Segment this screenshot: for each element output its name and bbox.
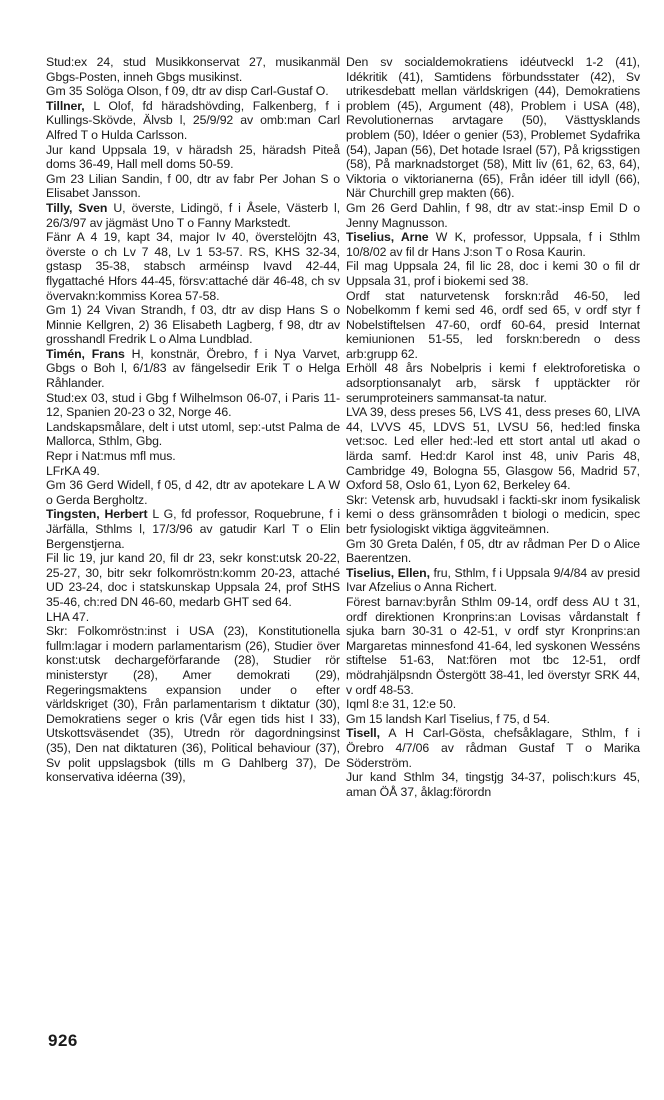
paragraph: Stud:ex 03, stud i Gbg f Wilhelmson 06-07, i Paris 11-12, Spanien 20-23 o 32, Norge 46. xyxy=(46,390,340,420)
biography-entry xyxy=(46,99,340,143)
entry-name: Timén, Frans xyxy=(46,346,125,361)
paragraph: Landskapsmålare, delt i utst utoml, sep:-utst Palma de Mallorca, Sthlm, Gbg. xyxy=(46,419,340,449)
entry-name: Tisell, xyxy=(346,726,380,741)
biography-entry xyxy=(46,347,340,391)
paragraph: Gm 36 Gerd Widell, f 05, d 42, dtr av apotekare L A W o Gerda Bergholtz. xyxy=(46,478,340,507)
page-number: 926 xyxy=(48,1031,78,1050)
entry-text: W K, professor, Uppsala, f i Sthlm 10/8/02 av fil dr Hans J:son T o Rosa Kaurin. xyxy=(346,230,640,259)
paragraph: Skr: Folkomröstn:inst i USA (23), Konstitutionella fullm:lagar i modern parlamentarism (26), Studier över konst:utsk dechargeförfarande (28), Studier rör ministerstyr (28), Amer demokrati (29), Regeringsmaktens expansion under o efter världskriget (30), Från parlamentarism t diktatur (30), Demokratiens seger o kris (Vår egen tids hist I 33), Utskottsväsendet (35), Utredn rör dagordningsinst (35), Den nat diktaturen (36), Political behaviour (37), Sv polit uppslagsbok (tills m G Dahlberg 37), De konservativa idéerna (39), xyxy=(46,624,340,785)
paragraph: LHA 47. xyxy=(46,609,90,624)
biography-entry xyxy=(346,230,640,259)
entry-text: L Olof, fd häradshövding, Falkenberg, f i Kullings-Skövde, Älvsb l, 25/9/92 av omb:man Carl Alfred T o Hulda Carlsson. xyxy=(46,98,340,142)
paragraph: Gm 1) 24 Vivan Strandh, f 03, dtr av disp Hans S o Minnie Kellgren, 2) 36 Elisabeth Lagberg, f 98, dtr av grosshandl Fredrik L o Alma Lundblad. xyxy=(46,303,340,347)
biography-entry xyxy=(346,566,640,595)
biography-entry xyxy=(346,726,640,770)
paragraph: Jur kand Uppsala 19, v häradsh 25, häradsh Piteå doms 36-49, Hall mell doms 50-59. xyxy=(46,142,340,172)
paragraph: Skr: Vetensk arb, huvudsakl i fackti-skr inom fysikalisk kemi o dess gränsområden t biologi o medicin, spec betr fysiologiskt viktiga äggviteämnen. xyxy=(346,492,640,536)
paragraph: Den sv socialdemokratiens idéutveckl 1-2 (41), Idékritik (41), Samtidens förbundsstater (42), Sv utrikesdebatt mellan världskrigen (44), Demokratiens problem (45), Argument (48), Problem i USA (48), Revolutionernas arvtagare (50), Västtysklands problem (50), Idéer o genier (53), Problemet Sydafrika (54), Japan (56), Det hotade Israel (57), På krigsstigen (58), På marknadstorget (58), Mitt liv (61, 62, 63, 64), Viktoria o viktorianerna (65), Från idéer till idyll (66), När Churchill grep makten (66). xyxy=(346,55,640,201)
right-column xyxy=(346,55,640,799)
paragraph: Gm 30 Greta Dalén, f 05, dtr av rådman Per D o Alice Baerentzen. xyxy=(346,536,640,566)
paragraph: LVA 39, dess preses 56, LVS 41, dess preses 60, LIVA 44, LVVS 45, LDVS 51, LVSU 56, hed:led finska vet:soc. Led eller hed:-led ett stort antal utl akad o lärda samf. Hed:dr Karol inst 48, univ Paris 48, Cambridge 49, Bologna 55, Glasgow 56, Madrid 57, Oxford 58, Oslo 61, Lyon 62, Berkeley 64. xyxy=(346,405,640,493)
entry-name: Tiselius, Ellen, xyxy=(346,565,430,580)
paragraph: Fil lic 19, jur kand 20, fil dr 23, sekr konst:utsk 20-22, 25-27, 30, bitr sekr folkomröstn:komm 20-23, attaché UD 23-24, doc i statskunskap Uppsala 24, prof StHS 35-46, ch:red DN 46-60, medarb GHT sed 64. xyxy=(46,551,340,609)
entry-name: Tilly, Sven xyxy=(46,200,108,215)
paragraph: LFrKA 49. xyxy=(46,463,100,478)
entry-name: Tiselius, Arne xyxy=(346,230,429,245)
entry-text: L G, fd professor, Roquebrune, f i Järfälla, Sthlms l, 17/3/96 av gatudir Karl T o Elin Bergenstjerna. xyxy=(46,507,340,551)
left-column xyxy=(46,55,340,785)
entry-text: H, konstnär, Örebro, f i Nya Varvet, Gbgs o Boh l, 6/1/83 av fängelsedir Erik T o Helga Råhlander. xyxy=(46,346,340,391)
paragraph: Fil mag Uppsala 24, fil lic 28, doc i kemi 30 o fil dr Uppsala 31, prof i biokemi sed 38. xyxy=(346,259,640,288)
paragraph: Gm 15 landsh Karl Tiselius, f 75, d 54. xyxy=(346,711,550,726)
entry-text: A H Carl-Gösta, chefsåklagare, Sthlm, f i Örebro 4/7/06 av rådman Gustaf T o Marika Söderström. xyxy=(346,726,640,770)
paragraph: Gm 35 Solöga Olson, f 09, dtr av disp Carl-Gustaf O. xyxy=(46,84,329,99)
entry-name: Tillner, xyxy=(46,98,85,113)
paragraph: Gm 26 Gerd Dahlin, f 98, dtr av stat:-insp Emil D o Jenny Magnusson. xyxy=(346,200,640,230)
paragraph: Erhöll 48 års Nobelpris i kemi f elektroforetiska o adsorptionsanalyt arb, särsk f upptäckter rör serumproteiners sammansat-ta natur. xyxy=(346,361,640,405)
entry-name: Tingsten, Herbert xyxy=(46,507,148,522)
paragraph: Jur kand Sthlm 34, tingstjg 34-37, polisch:kurs 45, aman ÖÅ 37, åklag:förordn xyxy=(346,770,640,799)
biography-entry xyxy=(46,201,340,230)
biography-entry xyxy=(46,507,340,551)
entry-text: fru, Sthlm, f i Uppsala 9/4/84 av presid Ivar Afzelius o Anna Richert. xyxy=(346,565,640,595)
entry-text: U, överste, Lidingö, f i Åsele, Västerb l, 26/3/97 av jägmäst Uno T o Fanny Markstedt. xyxy=(46,200,341,230)
paragraph: Fänr A 4 19, kapt 34, major Iv 40, överstelöjtn 43, överste o ch Lv 7 48, Lv 1 53-57. RS, KHS 32-34, gstasp 35-38, stabsch arméinsp Ivavd 42-44, flygattaché Hfors 44-45, försv:attaché där 46-48, ch sv övervakn:kommiss Korea 57-58. xyxy=(46,230,340,303)
paragraph: Ordf stat naturvetensk forskn:råd 46-50, led Nobelkomm f kemi sed 46, ordf sed 65, v ordf styr f Nobelstiftelsen 47-60, ordf 60-64, presid Internat kemiunionen 51-55, led forskn:beredn o dess arb:grupp 62. xyxy=(346,288,640,361)
paragraph: Förest barnav:byrån Sthlm 09-14, ordf dess AU t 31, ordf direktionen Kronprins:an Lovisas vårdanstalt f sjuka barn 30-31 o 42-51, v ordf styr Kronprins:an Margaretas minnesfond 41-64, led syskonen Wesséns stiftelse 51-63, Nat:fören mot tbc 12-51, ordf mödrahjälpsndn Östergött 38-41, led överstyr SRK 44, v ordf 48-53. xyxy=(346,594,640,697)
paragraph: Stud:ex 24, stud Musikkonservat 27, musikanmäl Gbgs-Posten, inneh Gbgs musikinst. xyxy=(46,55,340,84)
paragraph: Gm 23 Lilian Sandin, f 00, dtr av fabr Per Johan S o Elisabet Jansson. xyxy=(46,171,340,201)
paragraph: Repr i Nat:mus mfl mus. xyxy=(46,449,176,464)
paragraph: Iqml 8:e 31, 12:e 50. xyxy=(346,697,457,712)
